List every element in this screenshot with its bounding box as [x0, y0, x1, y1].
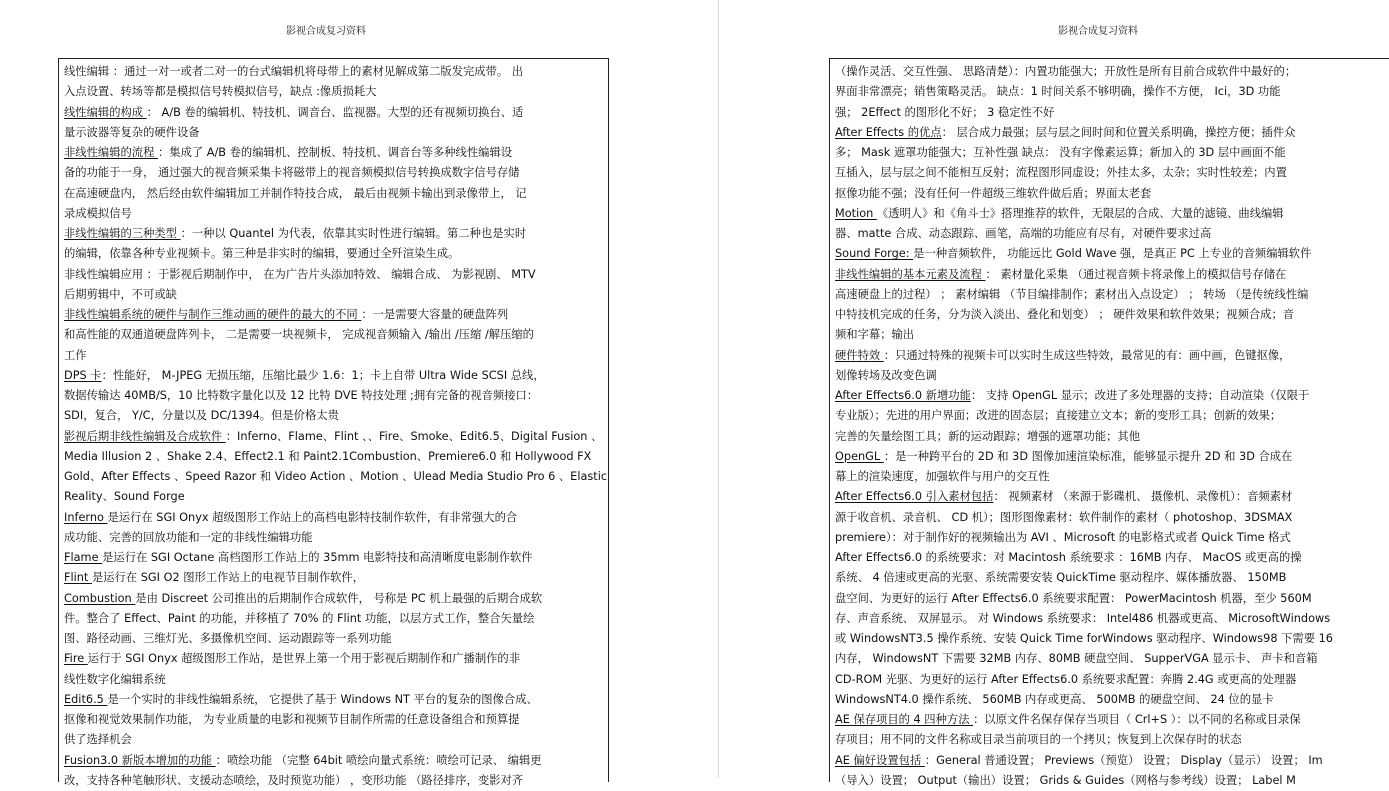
line-text: 是一种音频软件， 功能远比 Gold Wave 强，是真正 PC 上专业的音频编辑软件 — [913, 247, 1312, 261]
text-line — [835, 447, 1383, 467]
text-line — [835, 629, 1383, 649]
line-text: 图、路径动画、三维灯光、多摄像机空间、运动跟踪等一系列功能 — [64, 632, 392, 645]
text-line — [64, 548, 602, 568]
text-line — [835, 406, 1383, 426]
content-frame — [58, 58, 609, 787]
line-text: 幕上的渲染速度，加强软件与用户的交互性 — [835, 470, 1050, 483]
line-text: 界面非常漂亮；销售策略灵活。 缺点：1 时间关系不够明确，操作不方便， Ici，3D 功能 — [835, 85, 1281, 99]
text-line — [835, 690, 1383, 710]
term-heading: AE 偏好设置包括 — [835, 753, 925, 767]
text-line — [64, 670, 602, 690]
line-text: 件。整合了 Effect、Paint 的功能，并移植了 70% 的 Flint 功能，以层方式工作，整合矢量绘 — [64, 611, 535, 625]
term-heading: 非线性编辑的流程 — [64, 146, 158, 159]
text-line — [64, 123, 602, 143]
text-line — [835, 82, 1383, 102]
line-text: 工作 — [64, 348, 87, 362]
line-text: 多； Mask 遮罩功能强大；互补性强 缺点： 没有字像素运算；新加入的 3D 层中画面不能 — [835, 146, 1286, 159]
line-text: 强； 2Effect 的图形化不好； 3 稳定性不好 — [835, 105, 1055, 119]
term-heading: Edit6.5 — [64, 692, 108, 706]
line-text: 《透明人》和《角斗士》搭理推荐的软件，无限层的合成、大量的滤镜、曲线编辑 — [876, 206, 1284, 220]
line-text: ：性能好， M-JPEG 无损压缩，压缩比最少 1.6：1；卡上自带 Ultra Wide SCSI 总线， — [101, 368, 545, 382]
line-text: 成功能、完善的回放功能和一定的非线性编辑功能 — [64, 530, 313, 544]
text-line — [835, 751, 1383, 771]
text-line — [835, 265, 1383, 285]
text-line — [835, 184, 1383, 204]
text-line — [835, 244, 1383, 264]
text-line — [64, 82, 602, 102]
text-line — [64, 305, 602, 325]
text-line — [64, 285, 602, 305]
term-heading: 线性编辑的构成 — [64, 105, 147, 119]
line-text: 入点设置、转场等都是模拟信号转模拟信号，缺点 :像质损耗大 — [64, 85, 377, 99]
line-text: 高速硬盘上的过程） ； 素材编辑 （节目编排制作；素材出入点设定） ； 转场 （是传统线性编 — [835, 287, 1309, 301]
line-text: ：一种以 Quantel 为代表，依靠其实时性进行编辑。第二种也是实时 — [180, 227, 527, 240]
text-line — [64, 528, 602, 548]
text-line — [64, 690, 602, 710]
text-line — [835, 487, 1383, 507]
line-text: 非线性编辑应用 ：于影视后期制作中， 在为广告片头添加特效、 编辑合成、 为影视剧、 MTV — [64, 267, 536, 281]
term-heading: Inferno — [64, 510, 108, 524]
line-text: 是由 Discreet 公司推出的后期制作合成软件， 号称是 PC 机上最强的后期合成软 — [135, 591, 543, 605]
document-page-right — [719, 0, 1351, 787]
line-text: WindowsNT4.0 操作系统、 560MB 内存或更高、 500MB 的硬盘空间、 24 位的显卡 — [835, 692, 1274, 706]
text-line — [835, 123, 1383, 143]
line-text: 是运行在 SGI Octane 高档图形工作站上的 35mm 电影特技和高清晰度电影制作软件 — [102, 551, 533, 564]
term-heading: Flint — [64, 571, 92, 585]
text-line — [64, 103, 602, 123]
line-text: 改，支持各种笔触形状、支援动态喷绘，及时预览功能） ，变形功能 （路径排序，变影对齐 — [64, 773, 524, 787]
text-line — [64, 265, 602, 285]
line-text: ： 支持 OpenGL 显示；改进了多处理器的支持；自动渲染（仅限于 — [970, 389, 1310, 402]
line-text: 供了选择机会 — [64, 733, 132, 747]
text-line — [64, 649, 602, 669]
text-line — [64, 751, 602, 771]
line-text: 线性编辑 ：通过一对一或者二对一的台式编辑机将母带上的素材见解成第二版发完成带。 出 — [64, 65, 524, 78]
term-heading: After Effects 的优点 — [835, 125, 942, 139]
line-text: ：以原文件名保存保存当项目（ Crl+S ）：以不同的名称或目录保 — [973, 713, 1301, 726]
text-line — [64, 325, 602, 345]
text-line — [835, 589, 1383, 609]
text-line — [64, 244, 602, 264]
line-text: Reality、Sound Forge — [64, 490, 185, 504]
line-text: premiere）：对于制作好的视频输出为 AVI 、Microsoft 的电影格式或者 Quick Time 格式 — [835, 530, 1291, 544]
text-line — [64, 184, 602, 204]
term-heading: 硬件特效 — [835, 348, 884, 362]
text-line — [64, 427, 602, 447]
text-line — [835, 346, 1383, 366]
line-text: ：是一种跨平台的 2D 和 3D 图像加速渲染标准，能够显示提升 2D 和 3D 合成在 — [883, 449, 1293, 463]
line-text: ： 层合成力最强；层与层之间时间和位置关系明确，操控方便；插件众 — [941, 125, 1296, 139]
line-text: Media Illusion 2 、Shake 2.4、Effect2.1 和 Paint2.1Combustion、Premiere6.0 和 Hollywood FX — [64, 449, 592, 463]
text-line — [64, 771, 602, 791]
term-heading: Combustion — [64, 591, 136, 605]
line-text: 或 WindowsNT3.5 操作系统、安装 Quick Time forWindows 驱动程序、Windows98 下需要 16 — [835, 632, 1333, 645]
line-text: 量示波器等复杂的硬件设备 — [64, 125, 200, 139]
term-heading: Flame — [64, 551, 103, 564]
term-heading: After Effects6.0 新增功能 — [835, 389, 971, 402]
page-header: 影视合成复习资料 — [286, 26, 366, 37]
text-line — [64, 568, 602, 588]
text-line — [835, 366, 1383, 386]
term-heading: 非线性编辑系统的硬件与制作三维动画的硬件的最大的不同 — [64, 308, 362, 321]
line-text: 划像转场及改变色调 — [835, 368, 937, 382]
page-header: 影视合成复习资料 — [1058, 26, 1138, 37]
line-text: 中特技机完成的任务，分为淡入淡出、叠化和划变） ； 硬件效果和软件效果；视频合成；音 — [835, 308, 1295, 321]
text-line — [64, 224, 602, 244]
line-text: 内存， WindowsNT 下需要 32MB 内存、80MB 硬盘空间、 SupperVGA 显示卡、 声卡和音箱 — [835, 652, 1318, 666]
line-text: Gold、After Effects 、Speed Razor 和 Video Action 、Motion 、Ulead Media Studio Pro 6 、Elastic — [64, 470, 608, 483]
page-body-text — [64, 62, 608, 791]
line-text: 和高性能的双通道硬盘阵列卡， 二是需要一块视频卡， 完成视音频输入 /输出 /压缩 /解压缩的 — [64, 328, 534, 342]
text-line — [64, 730, 602, 750]
line-text: 是运行在 SGI Onyx 超级图形工作站上的高档电影特技制作软件，有非常强大的合 — [107, 510, 518, 524]
text-line — [64, 609, 602, 629]
text-line — [64, 508, 602, 528]
text-line — [835, 62, 1383, 82]
line-text: 抠像和视觉效果制作功能， 为专业质量的电影和视频节目制作所需的任意设备组合和预算提 — [64, 713, 520, 726]
text-line — [64, 447, 602, 467]
line-text: 存、声音系统、 双屏显示。 对 Windows 系统要求： Intel486 机器或更高、 MicrosoftWindows — [835, 611, 1331, 625]
line-text: SDI，复合， Y/C，分量以及 DC/1394。但是价格太贵 — [64, 409, 339, 423]
text-line — [835, 771, 1383, 791]
line-text: 完善的矢量绘图工具；新的运动跟踪；增强的遮罩功能；其他 — [835, 429, 1141, 443]
line-text: ： 视频素材 （来源于影碟机、 摄像机、录像机）：音频素材 — [993, 490, 1293, 504]
text-line — [64, 62, 602, 82]
text-line — [64, 406, 602, 426]
line-text: （导入）设置； Output（输出）设置； Grids & Guides（网格与参考线）设置； Label M — [835, 773, 1296, 787]
text-line — [835, 305, 1383, 325]
text-line — [835, 325, 1383, 345]
line-text: 专业版）；先进的用户界面；改进的固态层；直接建立文本；新的变形工具；创新的效果； — [835, 409, 1282, 423]
term-heading: Fusion3.0 新版本增加的功能 — [64, 753, 216, 767]
line-text: ：只通过特殊的视频卡可以实时生成这些特效，最常见的有：画中画，色键抠像， — [883, 348, 1291, 362]
line-text: ： 素材量化采集 （通过视音频卡将录像上的模拟信号存储在 — [985, 267, 1287, 281]
text-line — [835, 609, 1383, 629]
line-text: 抠像功能不强；没有任何一件超级三维软件做后盾；界面太老套 — [835, 186, 1152, 200]
text-line — [835, 710, 1383, 730]
term-heading: 非线性编辑的三种类型 — [64, 227, 181, 240]
line-text: After Effects6.0 的系统要求：对 Macintosh 系统要求 ：16MB 内存、 MacOS 或更高的操 — [835, 551, 1302, 564]
line-text: 源于收音机、录音机、 CD 机）；图形图像素材：软件制作的素材（ photoshop、3DSMAX — [835, 510, 1293, 524]
text-line — [64, 710, 602, 730]
text-line — [64, 487, 602, 507]
term-heading: Motion — [835, 206, 877, 220]
text-line — [835, 730, 1383, 750]
text-line — [835, 649, 1383, 669]
line-text: 盘空间、为更好的运行 After Effects6.0 系统要求配置： PowerMacintosh 机器，至少 560M — [835, 591, 1312, 605]
line-text: 是运行在 SGI O2 图形工作站上的电视节目制作软件， — [91, 571, 365, 585]
text-line — [835, 467, 1383, 487]
term-heading: OpenGL — [835, 449, 884, 463]
text-line — [64, 346, 602, 366]
text-line — [835, 568, 1383, 588]
text-line — [64, 366, 602, 386]
line-text: 的编辑，依靠各种专业视频卡。第三种是非实时的编辑，要通过全歼渲染生成。 — [64, 247, 460, 261]
text-line — [835, 163, 1383, 183]
term-heading: AE 保存项目的 4 四种方法 — [835, 713, 974, 726]
term-heading: Sound Forge: — [835, 247, 914, 261]
line-text: 系统、 4 倍速或更高的光驱、系统需要安装 QuickTime 驱动程序、媒体播放器、 150MB — [835, 571, 1287, 585]
text-line — [64, 163, 602, 183]
term-heading: DPS 卡 — [64, 368, 102, 382]
line-text: 运行于 SGI Onyx 超级图形工作站，是世界上第一个用于影视后期制作和广播制作的非 — [87, 652, 521, 666]
text-line — [835, 143, 1383, 163]
text-line — [835, 508, 1383, 528]
line-text: 后期剪辑中，不可或缺 — [64, 287, 177, 301]
line-text: 线性数字化编辑系统 — [64, 672, 166, 686]
text-line — [835, 285, 1383, 305]
term-heading: After Effects6.0 引入素材包括 — [835, 490, 994, 504]
line-text: ：集成了 A/B 卷的编辑机、控制板、特技机、调音台等多种线性编辑设 — [157, 146, 513, 159]
line-text: 备的功能于一身， 通过强大的视音频采集卡将磁带上的视音频模拟信号转换成数字信号存储 — [64, 166, 520, 180]
term-heading: 非线性编辑的基本元素及流程 — [835, 267, 986, 281]
line-text: CD-ROM 光驱、为更好的运行 After Effects6.0 系统要求配置：奔腾 2.4G 或更高的处理器 — [835, 672, 1297, 686]
line-text: ：喷绘功能 （完整 64bit 喷绘向量式系统：喷绘可记录、 编辑更 — [215, 753, 542, 767]
page-body-text — [835, 62, 1383, 791]
text-line — [835, 224, 1383, 244]
text-line — [64, 204, 602, 224]
text-line — [835, 670, 1383, 690]
line-text: ：Inferno、Flame、Flint 、、Fire、Smoke、Edit6.5、Digital Fusion 、 — [225, 429, 603, 443]
text-line — [835, 204, 1383, 224]
text-line — [64, 143, 602, 163]
text-line — [835, 386, 1383, 406]
text-line — [64, 467, 608, 487]
line-text: 存项目；用不同的文件名称或目录当前项目的一个拷贝；恢复到上次保存时的状态 — [835, 733, 1242, 747]
text-line — [835, 103, 1383, 123]
line-text: 录成模拟信号 — [64, 206, 132, 220]
term-heading: 影视后期非线性编辑及合成软件 — [64, 429, 226, 443]
text-line — [835, 528, 1383, 548]
line-text: ：General 普通设置； Previews（预览） 设置； Display（显示） 设置； Im — [924, 753, 1323, 767]
line-text: 频和字幕；输出 — [835, 328, 915, 342]
line-text: （操作灵活、交互性强、 思路清楚）：内置功能强大；开放性是所有目前合成软件中最好的； — [835, 65, 1297, 78]
line-text: ：一是需要大容量的硬盘阵列 — [361, 308, 509, 321]
term-heading: Fire — [64, 652, 88, 666]
text-line — [835, 427, 1383, 447]
line-text: 数据传输达 40MB/S，10 比特数字量化以及 12 比特 DVE 特技处理 ;拥有完备的视音频接口： — [64, 389, 539, 402]
line-text: 器、matte 合成、动态跟踪、画笔，高端的功能应有尽有，对硬件要求过高 — [835, 227, 1212, 240]
content-frame — [829, 58, 1389, 787]
line-text: ： A/B 卷的编辑机、特技机、调音台、监视器。大型的还有视频切换台、适 — [146, 105, 524, 119]
line-text: 是一个实时的非线性编辑系统， 它提供了基于 Windows NT 平台的复杂的图像合成、 — [107, 692, 538, 706]
line-text: 互插入，层与层之间不能相互反射；流程图形同虚设；外挂太多，太杂；实时性较差；内置 — [835, 166, 1287, 180]
line-text: 在高速硬盘内， 然后经由软件编辑加工并制作特技合成， 最后由视频卡输出到录像带上， 记 — [64, 186, 527, 200]
text-line — [64, 386, 602, 406]
text-line — [64, 589, 602, 609]
text-line — [64, 629, 602, 649]
text-line — [835, 548, 1383, 568]
